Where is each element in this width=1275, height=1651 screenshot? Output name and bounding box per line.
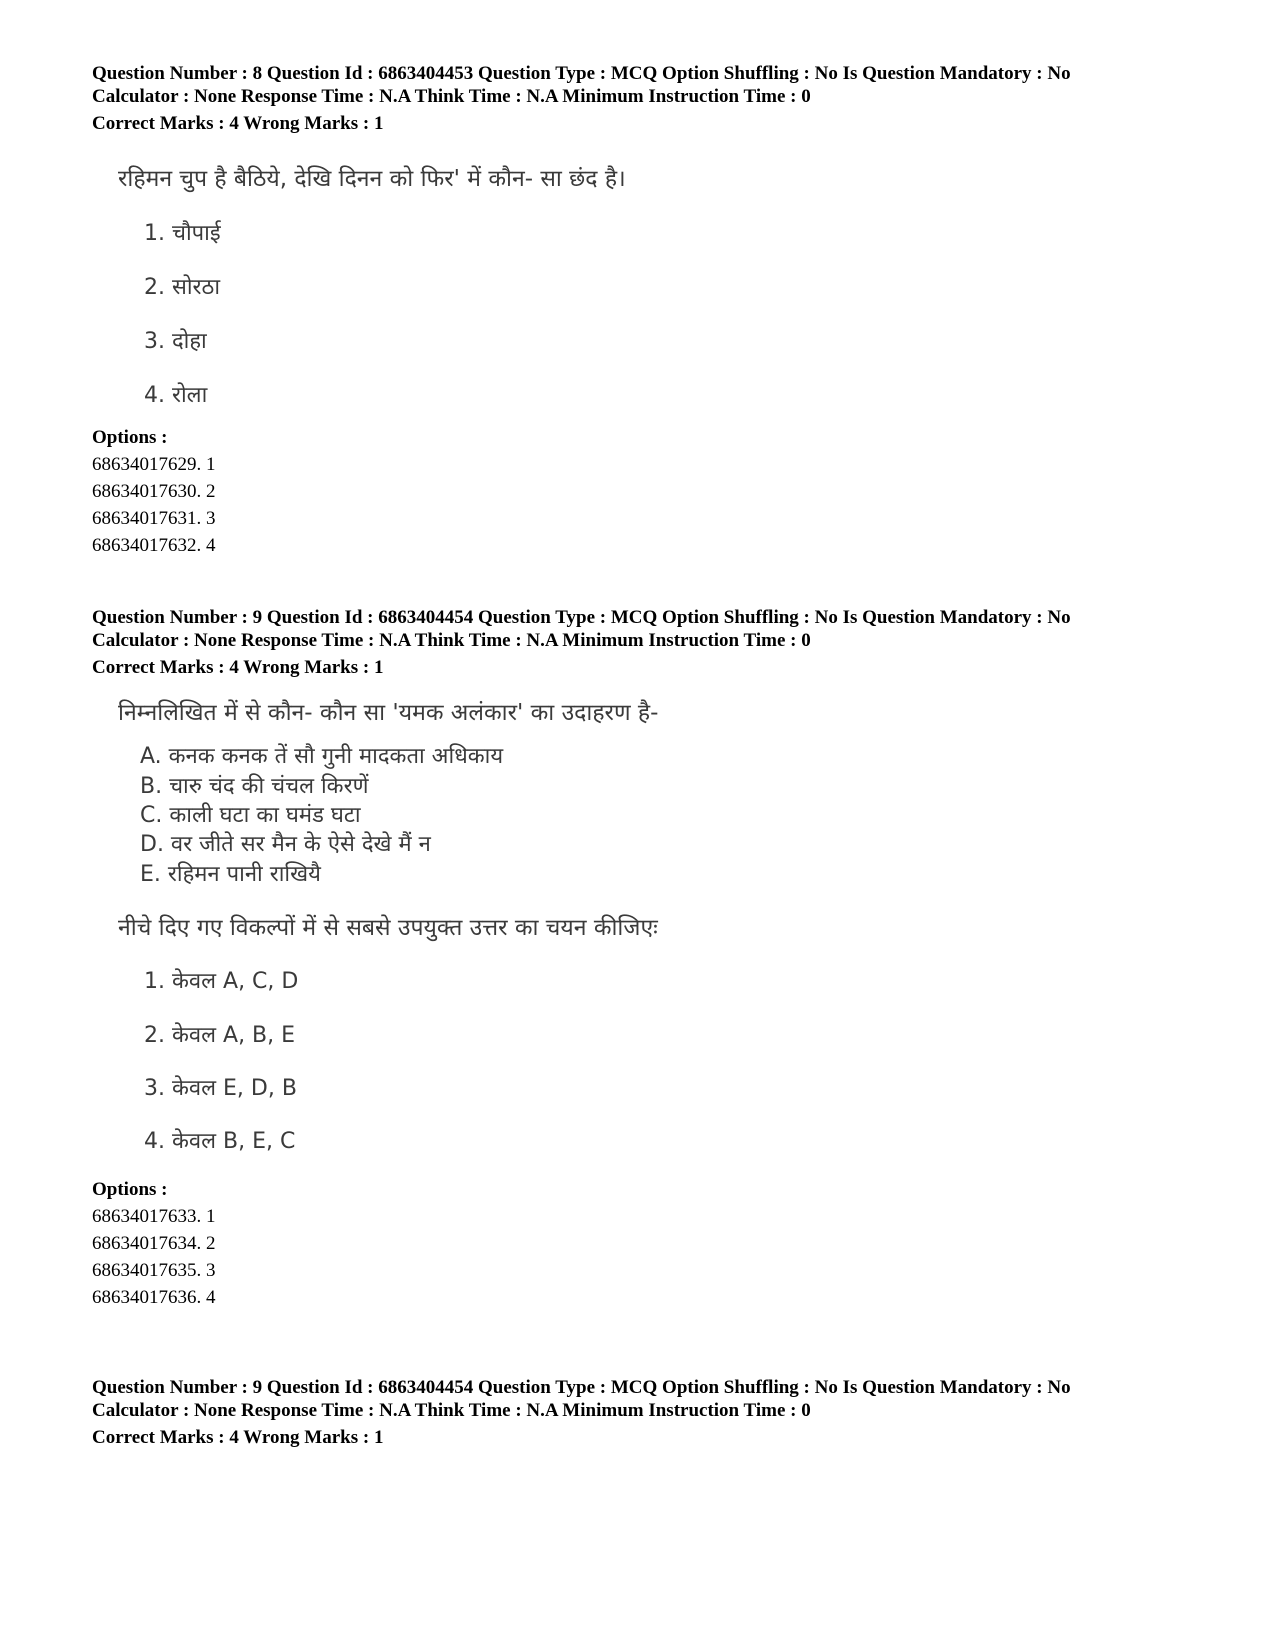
option-id: 68634017635. 3 (92, 1260, 216, 1281)
marks-line: Correct Marks : 4 Wrong Marks : 1 (92, 657, 384, 678)
choice-item: 3. केवल E, D, B (144, 1076, 297, 1101)
option-id: 68634017631. 3 (92, 508, 216, 529)
options-label: Options : (92, 1179, 168, 1200)
choice-item: 1. केवल A, C, D (144, 969, 299, 994)
question-9-block (92, 606, 1212, 1326)
option-id: 68634017633. 1 (92, 1206, 216, 1227)
instruction-text: नीचे दिए गए विकल्पों में से सबसे उपयुक्त उत्तर का चयन कीजिएः (118, 915, 658, 941)
question-header-details: Calculator : None Response Time : N.A Think Time : N.A Minimum Instruction Time : 0 (92, 630, 811, 651)
choice-item: 4. रोला (144, 383, 208, 408)
question-8-block (92, 62, 1212, 562)
statement-item: D. वर जीते सर मैन के ऐसे देखे मैं न (140, 832, 431, 857)
statement-item: E. रहिमन पानी राखियै (140, 862, 321, 887)
choice-item: 2. सोरठा (144, 275, 221, 300)
options-label: Options : (92, 427, 168, 448)
choice-item: 2. केवल A, B, E (144, 1023, 296, 1048)
question-9-repeat-block (92, 1376, 1212, 1456)
option-id: 68634017632. 4 (92, 535, 216, 556)
marks-line: Correct Marks : 4 Wrong Marks : 1 (92, 1427, 384, 1448)
option-id: 68634017629. 1 (92, 454, 216, 475)
choice-item: 1. चौपाई (144, 221, 221, 246)
question-header: Question Number : 9 Question Id : 6863404454 Question Type : MCQ Option Shuffling : No Is Question Mandatory : No (92, 1377, 1071, 1398)
choice-item: 3. दोहा (144, 329, 207, 354)
question-text: निम्नलिखित में से कौन- कौन सा 'यमक अलंकार' का उदाहरण है- (118, 700, 659, 726)
option-id: 68634017634. 2 (92, 1233, 216, 1254)
question-text: रहिमन चुप है बैठिये, देखि दिनन को फिर' में कौन- सा छंद है। (118, 166, 626, 192)
statement-item: C. काली घटा का घमंड घटा (140, 803, 361, 828)
question-header-details: Calculator : None Response Time : N.A Think Time : N.A Minimum Instruction Time : 0 (92, 1400, 811, 1421)
choice-item: 4. केवल B, E, C (144, 1129, 296, 1154)
question-header-details: Calculator : None Response Time : N.A Think Time : N.A Minimum Instruction Time : 0 (92, 86, 811, 107)
statement-item: A. कनक कनक तें सौ गुनी मादकता अधिकाय (140, 744, 504, 769)
option-id: 68634017630. 2 (92, 481, 216, 502)
option-id: 68634017636. 4 (92, 1287, 216, 1308)
question-header: Question Number : 8 Question Id : 6863404453 Question Type : MCQ Option Shuffling : No Is Question Mandatory : No (92, 63, 1071, 84)
question-header: Question Number : 9 Question Id : 6863404454 Question Type : MCQ Option Shuffling : No Is Question Mandatory : No (92, 607, 1071, 628)
statement-item: B. चारु चंद की चंचल किरणें (140, 774, 369, 799)
marks-line: Correct Marks : 4 Wrong Marks : 1 (92, 113, 384, 134)
